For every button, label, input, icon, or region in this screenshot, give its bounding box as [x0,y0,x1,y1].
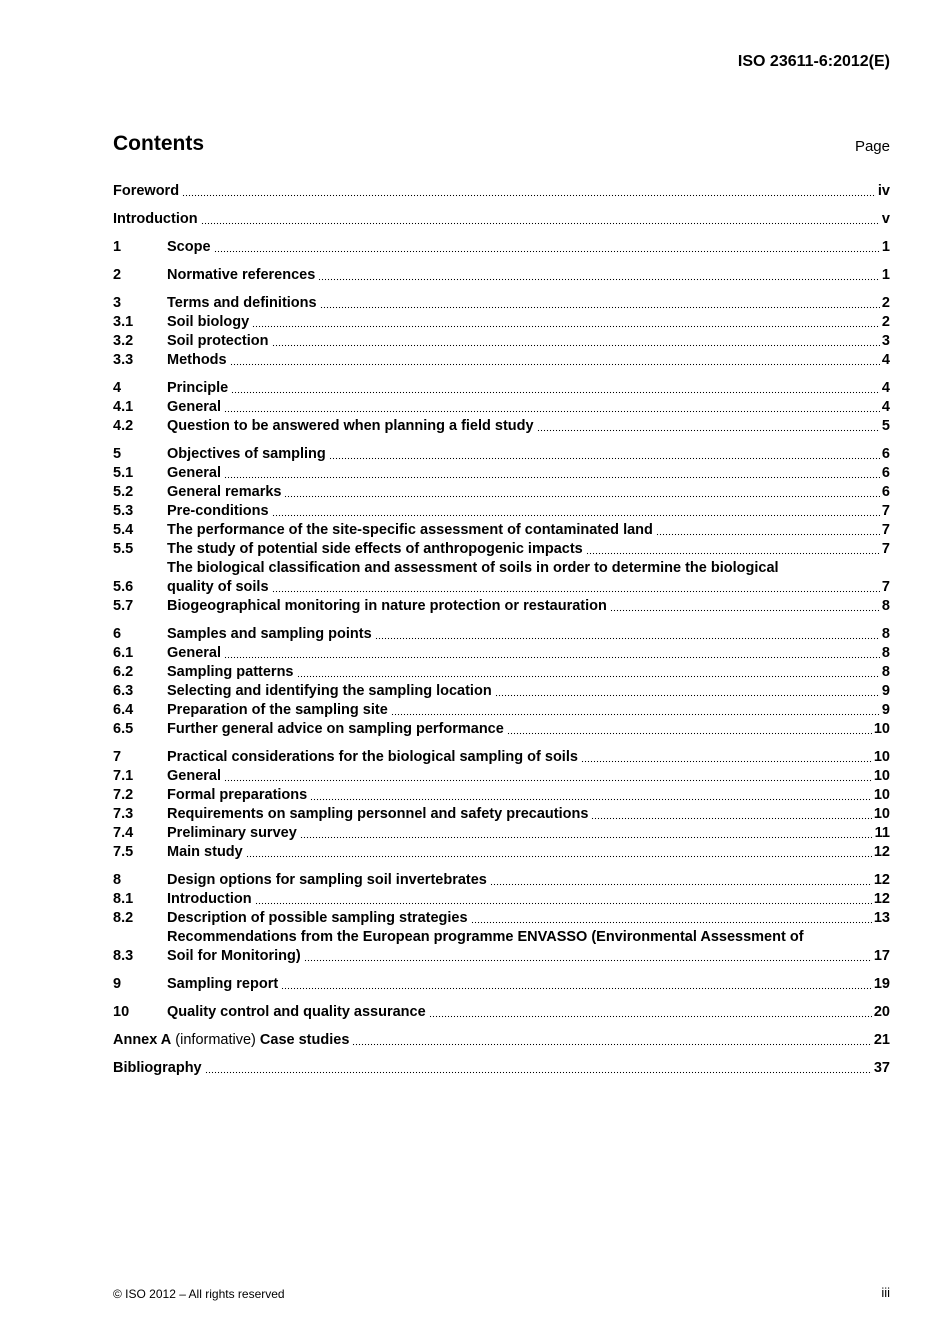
toc-entry[interactable] [113,266,890,285]
toc-entry-page: 10 [873,768,890,784]
toc-entry-page: 5 [881,418,890,434]
dot-leader [507,732,872,735]
toc-entry-page: 7 [881,503,890,519]
dot-leader [224,779,872,782]
toc-entry-number: 9 [113,976,122,992]
dot-leader [304,959,872,962]
toc-entry[interactable] [113,767,890,786]
toc-entry-number: 7 [113,749,122,765]
toc-entry-title: Terms and definitions [167,295,317,311]
toc-entry-title: Normative references [167,267,316,283]
toc-entry[interactable] [113,379,890,398]
toc-entry-title: Annex A [113,1032,172,1048]
toc-entry-number: 5.6 [113,579,134,595]
toc-entry-title: Design options for sampling soil invertebrates [167,872,487,888]
dot-leader [252,325,880,328]
toc-entry[interactable] [113,238,890,257]
toc-entry-number: 7.5 [113,844,134,860]
toc-entry-page: 4 [881,352,890,368]
toc-entry-page: 6 [881,484,890,500]
toc-entry-number: 6.3 [113,683,134,699]
toc-entry-number: 6.1 [113,645,134,661]
dot-leader [297,675,880,678]
toc-entry-number: 3.2 [113,333,134,349]
toc-entry-title: Description of possible sampling strategies [167,910,468,926]
toc-entry[interactable] [113,445,890,464]
toc-entry-number: 4 [113,380,122,396]
toc-entry-number: 2 [113,267,122,283]
toc-entry[interactable] [113,663,890,682]
toc-entry-number: 10 [113,1004,130,1020]
toc-entry[interactable] [113,786,890,805]
dot-leader [255,902,872,905]
toc-entry-page: iv [877,183,890,199]
toc-entry-number: 4.2 [113,418,134,434]
toc-entry-page: 2 [881,295,890,311]
toc-entry[interactable] [113,843,890,862]
toc-entry[interactable] [113,483,890,502]
document-id: ISO 23611-6:2012(E) [737,53,890,70]
toc-entry[interactable] [113,182,890,201]
dot-leader [429,1015,872,1018]
toc-entry-title: Samples and sampling points [167,626,372,642]
toc-entry-page: 37 [873,1060,890,1076]
toc-entry-page: 12 [873,844,890,860]
toc-entry-page: 9 [881,702,890,718]
toc-entry-page: 12 [873,872,890,888]
toc-entry-number: 5.3 [113,503,134,519]
toc-entry-page: 7 [881,541,890,557]
toc-entry-page: 8 [881,626,890,642]
toc-entry[interactable] [113,909,890,928]
dot-leader [318,278,880,281]
toc-entry-page: 8 [881,645,890,661]
toc-entry-title: Sampling report [167,976,279,992]
toc-entry-title: Main study [167,844,243,860]
toc-entry-number: 5.2 [113,484,134,500]
toc-entry[interactable] [113,210,890,229]
toc-entry-title: Requirements on sampling personnel and safety precautions [167,806,589,822]
toc-entry-title: General [167,645,221,661]
page-title: Contents [113,132,204,155]
toc-entry[interactable] [113,1031,890,1050]
toc-entry-number: 6.5 [113,721,134,737]
toc-entry[interactable] [113,805,890,824]
toc-entry-number: 7.2 [113,787,134,803]
toc-entry-title: Soil protection [167,333,269,349]
dot-leader [300,836,873,839]
toc-entry-page: 11 [874,825,890,841]
toc-entry-number: 8.3 [113,948,134,964]
toc-entry[interactable] [113,1059,890,1078]
toc-entry[interactable] [113,871,890,890]
toc-entry-title: The biological classification and assessment of soils in order to determine the biological [167,560,779,576]
toc-entry-number: 7.1 [113,768,134,784]
dot-leader [224,410,880,413]
toc-entry-number: 4.1 [113,399,134,415]
toc-entry-title: Practical considerations for the biological sampling of soils [167,749,578,765]
toc-entry-title: Bibliography [113,1060,202,1076]
dot-leader [329,457,880,460]
toc-entry[interactable] [113,720,890,739]
toc-entry-page: v [881,211,890,227]
toc-entry-title: Pre-conditions [167,503,269,519]
toc-entry-title: Biogeographical monitoring in nature protection or restauration [167,598,607,614]
toc-entry-title: Further general advice on sampling performance [167,721,504,737]
toc-entry-page: 13 [873,910,890,926]
dot-leader [281,987,872,990]
toc-entry-page: 10 [873,787,890,803]
dot-leader [320,306,880,309]
toc-entry-number: 6.2 [113,664,134,680]
toc-entry[interactable] [113,332,890,351]
toc-entry-title: General [167,465,221,481]
toc-entry-number: 7.4 [113,825,134,841]
dot-leader [231,391,880,394]
toc-entry-page: 20 [873,1004,890,1020]
table-of-contents [113,182,890,1078]
toc-entry[interactable] [113,294,890,313]
toc-entry-title-continued: quality of soils [167,579,269,595]
toc-entry-title: Methods [167,352,227,368]
toc-entry-number: 3 [113,295,122,311]
toc-entry-title-continued: Soil for Monitoring) [167,948,301,964]
toc-entry-page: 7 [881,579,890,595]
dot-leader [310,798,872,801]
toc-entry[interactable] [113,625,890,644]
dot-leader [471,921,872,924]
toc-entry-page: 3 [881,333,890,349]
toc-entry-title: Introduction [113,211,198,227]
toc-entry-number: 5.1 [113,465,134,481]
toc-entry[interactable] [113,351,890,370]
toc-entry-title: Question to be answered when planning a field study [167,418,534,434]
toc-entry[interactable] [113,975,890,994]
toc-entry-title: General [167,768,221,784]
toc-entry[interactable] [113,748,890,767]
toc-entry-page: 10 [873,749,890,765]
toc-entry-title: Principle [167,380,229,396]
toc-entry-title: Preliminary survey [167,825,297,841]
toc-entry-title: Introduction [167,891,252,907]
toc-entry-page: 2 [881,314,890,330]
toc-entry-title: Objectives of sampling [167,446,326,462]
toc-entry-page: 1 [881,267,890,283]
copyright-notice: © ISO 2012 – All rights reserved [113,1287,285,1301]
dot-leader [391,713,880,716]
toc-entry-title: General [167,399,221,415]
dot-leader [581,760,872,763]
dot-leader [201,222,880,225]
dot-leader [375,637,880,640]
toc-entry-number: 6 [113,626,122,642]
toc-entry-annex-type: (informative) [171,1032,260,1048]
dot-leader [272,590,880,593]
toc-entry-page: 4 [881,380,890,396]
dot-leader [272,344,880,347]
toc-entry-title: Recommendations from the European programme ENVASSO (Environmental Assessment of [167,929,804,945]
toc-entry-number: 3.3 [113,352,134,368]
toc-entry[interactable] [113,824,890,843]
page-number: iii [881,1285,890,1300]
toc-entry[interactable] [113,464,890,483]
dot-leader [495,694,880,697]
toc-entry-title: Sampling patterns [167,664,294,680]
toc-entry-page: 8 [881,664,890,680]
toc-entry-number: 6.4 [113,702,134,718]
toc-entry-page: 9 [881,683,890,699]
toc-entry[interactable] [113,417,890,436]
toc-entry[interactable] [113,682,890,701]
toc-entry-page: 10 [873,721,890,737]
toc-entry-page: 12 [873,891,890,907]
dot-leader [656,533,880,536]
dot-leader [610,609,880,612]
toc-entry-page: 19 [873,976,890,992]
toc-entry[interactable] [113,890,890,909]
toc-entry-title: Foreword [113,183,180,199]
toc-entry-title: Scope [167,239,211,255]
toc-entry-page: 8 [881,598,890,614]
toc-entry[interactable] [113,928,890,966]
toc-entry-page: 21 [873,1032,890,1048]
toc-entry-title: Preparation of the sampling site [167,702,388,718]
toc-entry-number: 5 [113,446,122,462]
dot-leader [352,1043,871,1046]
dot-leader [224,476,880,479]
toc-entry-number: 1 [113,239,122,255]
toc-entry-number: 8.1 [113,891,134,907]
toc-entry[interactable] [113,597,890,616]
toc-entry-number: 5.4 [113,522,134,538]
dot-leader [490,883,872,886]
toc-entry-number: 8 [113,872,122,888]
page-column-label: Page [854,138,890,155]
dot-leader [205,1071,872,1074]
dot-leader [246,855,872,858]
dot-leader [591,817,871,820]
toc-entry-number: 3.1 [113,314,134,330]
toc-entry-number: 7.3 [113,806,134,822]
toc-entry[interactable] [113,313,890,332]
toc-entry[interactable] [113,701,890,720]
toc-entry-page: 4 [881,399,890,415]
toc-entry[interactable] [113,644,890,663]
toc-entry-title: Soil biology [167,314,250,330]
dot-leader [537,429,880,432]
toc-entry-number: 5.5 [113,541,134,557]
dot-leader [224,656,880,659]
dot-leader [230,363,880,366]
toc-entry-title: The study of potential side effects of anthropogenic impacts [167,541,583,557]
toc-entry-title: Formal preparations [167,787,308,803]
toc-entry[interactable] [113,540,890,559]
toc-entry[interactable] [113,1003,890,1022]
toc-entry[interactable] [113,559,890,597]
toc-entry-page: 7 [881,522,890,538]
toc-entry[interactable] [113,502,890,521]
toc-entry-page: 10 [873,806,890,822]
toc-entry[interactable] [113,521,890,540]
toc-entry-page: 1 [881,239,890,255]
toc-entry-number: 5.7 [113,598,134,614]
toc-entry-page: 6 [881,465,890,481]
toc-entry-page: 17 [873,948,890,964]
toc-entry-page: 6 [881,446,890,462]
toc-entry-title: Selecting and identifying the sampling location [167,683,492,699]
toc-entry-annex-title: Case studies [259,1032,350,1048]
dot-leader [182,194,876,197]
dot-leader [586,552,880,555]
toc-entry-title: The performance of the site-specific assessment of contaminated land [167,522,653,538]
dot-leader [284,495,879,498]
toc-entry-number: 8.2 [113,910,134,926]
dot-leader [272,514,880,517]
dot-leader [214,250,880,253]
toc-entry[interactable] [113,398,890,417]
toc-entry-title: General remarks [167,484,282,500]
toc-entry-title: Quality control and quality assurance [167,1004,426,1020]
